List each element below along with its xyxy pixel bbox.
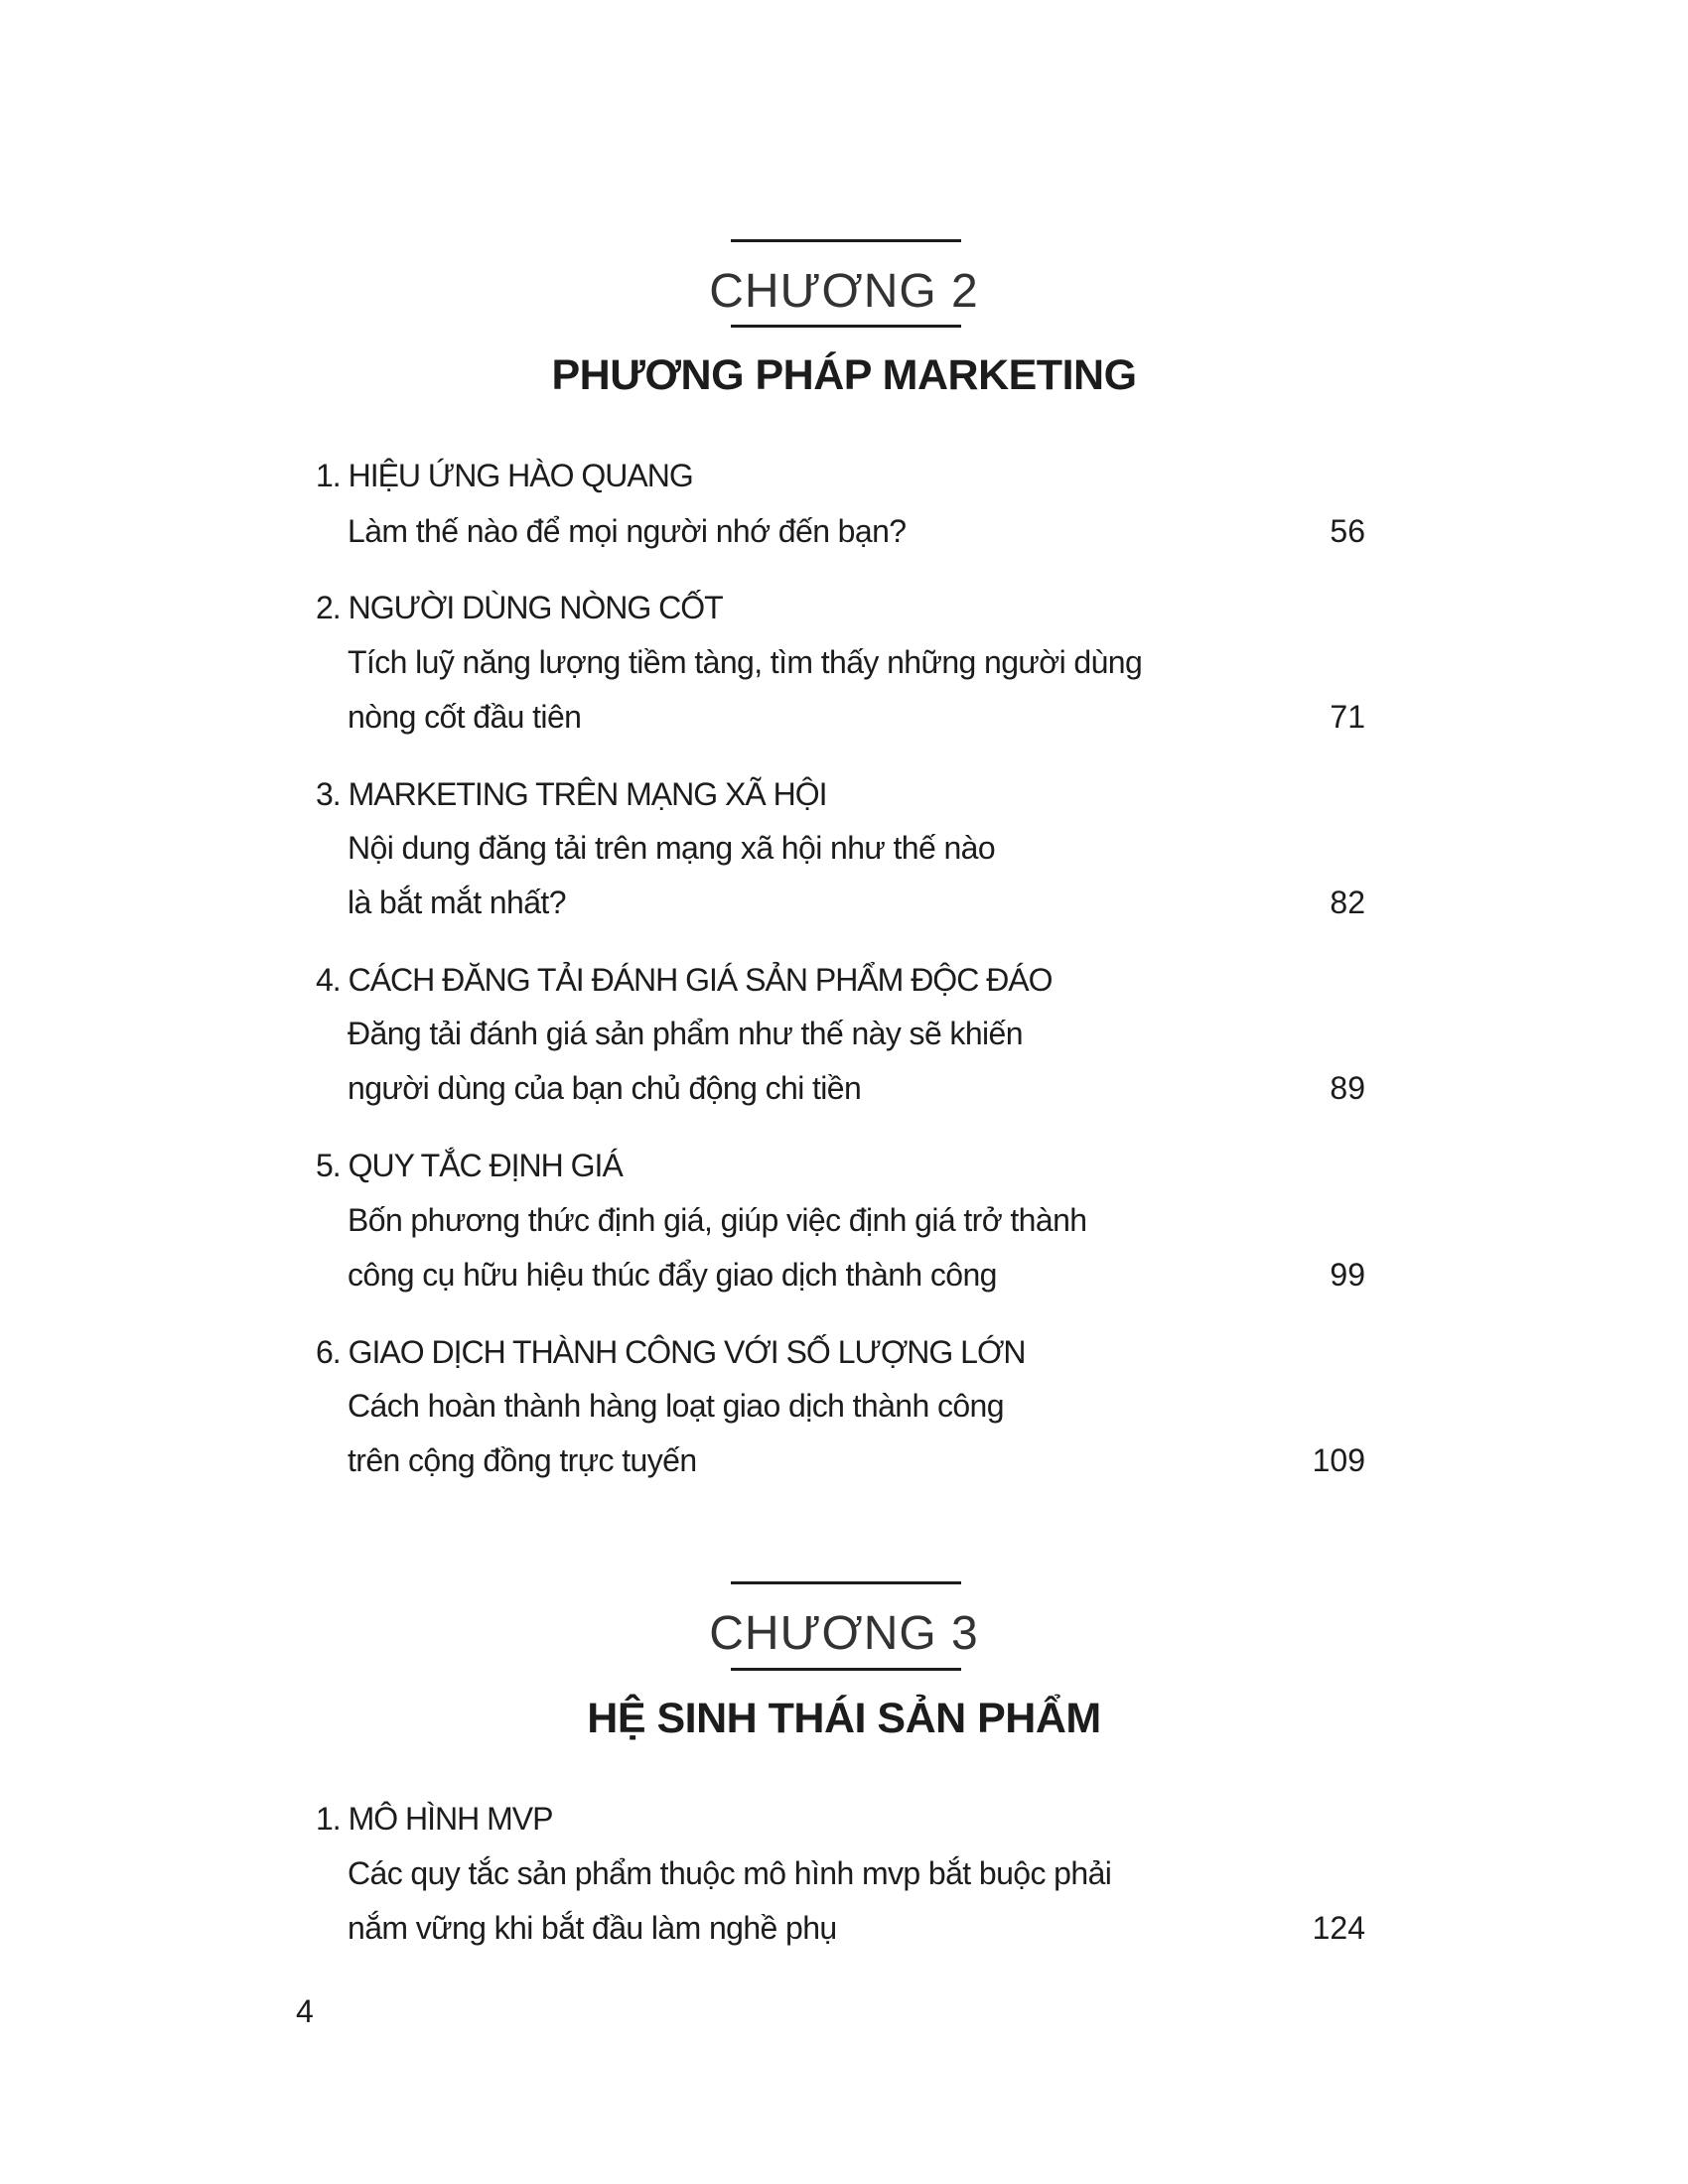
page-number: 4 xyxy=(296,1993,314,2029)
chapter-3-bottom-rule xyxy=(731,1668,961,1671)
toc-entry-heading[interactable]: 3. MARKETING TRÊN MẠNG XÃ HỘI xyxy=(316,776,827,812)
toc-entry-page-number[interactable]: 89 xyxy=(1330,1070,1365,1106)
toc-entry-subtitle[interactable]: Các quy tắc sản phẩm thuộc mô hình mvp bắt buộc phải xyxy=(348,1855,1112,1891)
toc-entry-subtitle[interactable]: Tích luỹ năng lượng tiềm tàng, tìm thấy những người dùng xyxy=(348,644,1143,680)
toc-entry-subtitle[interactable]: Đăng tải đánh giá sản phẩm như thế này sẽ khiến xyxy=(348,1016,1023,1051)
toc-entry-subtitle[interactable]: Nội dung đăng tải trên mạng xã hội như thế nào xyxy=(348,830,996,866)
toc-entry-heading[interactable]: 1. MÔ HÌNH MVP xyxy=(316,1801,553,1837)
toc-entry-page-number[interactable]: 71 xyxy=(1330,699,1365,735)
chapter-2-title: PHƯƠNG PHÁP MARKETING xyxy=(551,351,1137,399)
chapter-3-label: CHƯƠNG 3 xyxy=(709,1607,979,1660)
chapter-2-top-rule xyxy=(731,239,961,242)
toc-entry-subtitle[interactable]: Bốn phương thức định giá, giúp việc định giá trở thành xyxy=(348,1202,1087,1238)
toc-entry-page-number[interactable]: 82 xyxy=(1330,885,1365,920)
toc-entry-subtitle[interactable]: nắm vững khi bắt đầu làm nghề phụ xyxy=(348,1910,837,1946)
toc-entry-subtitle[interactable]: người dùng của bạn chủ động chi tiền xyxy=(348,1070,862,1106)
chapter-3-top-rule xyxy=(731,1581,961,1584)
toc-entry-heading[interactable]: 2. NGƯỜI DÙNG NÒNG CỐT xyxy=(316,590,723,625)
toc-entry-page-number[interactable]: 124 xyxy=(1312,1910,1365,1946)
toc-entry-subtitle[interactable]: nòng cốt đầu tiên xyxy=(348,699,582,735)
toc-entry-page-number[interactable]: 56 xyxy=(1330,513,1365,549)
toc-entry-heading[interactable]: 4. CÁCH ĐĂNG TẢI ĐÁNH GIÁ SẢN PHẨM ĐỘC ĐÁO xyxy=(316,962,1053,998)
chapter-2-bottom-rule xyxy=(731,325,961,328)
toc-entry-page-number[interactable]: 99 xyxy=(1330,1257,1365,1293)
toc-entry-heading[interactable]: 5. QUY TẮC ĐỊNH GIÁ xyxy=(316,1148,623,1183)
chapter-2-label: CHƯƠNG 2 xyxy=(709,265,979,318)
toc-entry-heading[interactable]: 6. GIAO DỊCH THÀNH CÔNG VỚI SỐ LƯỢNG LỚN xyxy=(316,1334,1026,1370)
toc-entry-subtitle[interactable]: công cụ hữu hiệu thúc đẩy giao dịch thành công xyxy=(348,1257,997,1293)
toc-entry-subtitle[interactable]: Cách hoàn thành hàng loạt giao dịch thành công xyxy=(348,1388,1004,1424)
toc-entry-subtitle[interactable]: Làm thế nào để mọi người nhớ đến bạn? xyxy=(348,513,907,549)
toc-entry-subtitle[interactable]: trên cộng đồng trực tuyến xyxy=(348,1442,697,1478)
toc-entry-heading[interactable]: 1. HIỆU ỨNG HÀO QUANG xyxy=(316,458,693,493)
chapter-3-title: HỆ SINH THÁI SẢN PHẨM xyxy=(587,1695,1101,1742)
toc-entry-page-number[interactable]: 109 xyxy=(1312,1442,1365,1478)
toc-entry-subtitle[interactable]: là bắt mắt nhất? xyxy=(348,885,566,920)
